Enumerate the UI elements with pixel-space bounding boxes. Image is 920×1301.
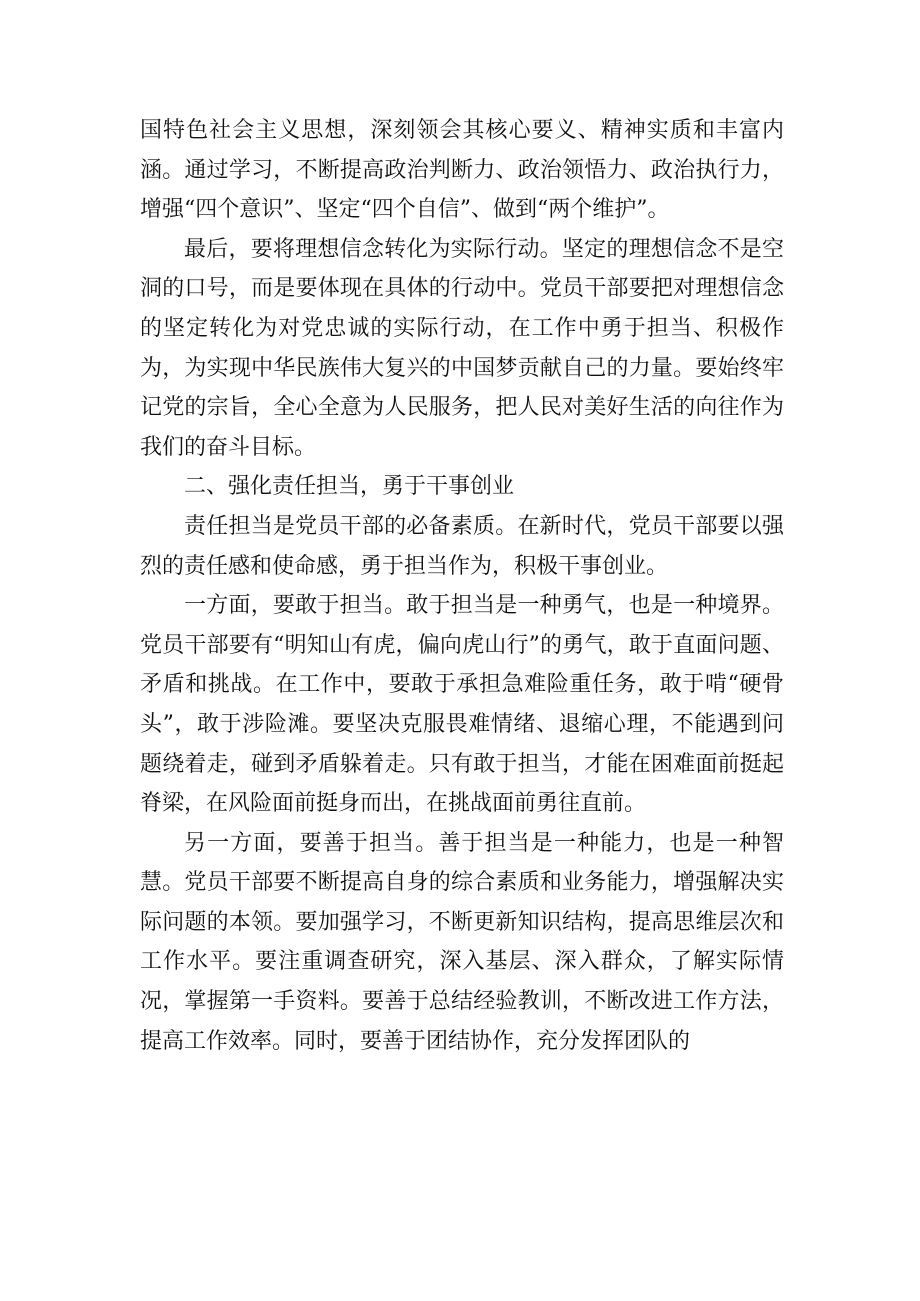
document-body <box>140 111 784 1061</box>
paragraph-dare-to-take-responsibility: 一方面，要敢于担当。敢于担当是一种勇气，也是一种境界。党员干部要有“明知山有虎，偏向虎山行”的勇气，敢于直面问题、矛盾和挑战。在工作中，要敢于承担急难险重任务，敢于啃“硬骨头”，敢于涉险滩。要坚决克服畏难情绪、退缩心理，不能遇到问题绕着走，碰到矛盾躲着走。只有敢于担当，才能在困难面前挺起脊梁，在风险面前挺身而出，在挑战面前勇往直前。 <box>140 593 784 817</box>
section-heading: 二、强化责任担当，勇于干事创业 <box>184 474 515 500</box>
paragraph-responsibility-intro: 责任担当是党员干部的必备素质。在新时代，党员干部要以强烈的责任感和使命感，勇于担当作为，积极干事创业。 <box>140 513 784 579</box>
paragraph-continuation: 国特色社会主义思想，深刻领会其核心要义、精神实质和丰富内涵。通过学习，不断提高政治判断力、政治领悟力、政治执行力，增强“四个意识”、坚定“四个自信”、做到“两个维护”。 <box>140 118 784 223</box>
paragraph-ideals-into-action: 最后，要将理想信念转化为实际行动。坚定的理想信念不是空洞的口号，而是要体现在具体的行动中。党员干部要把对理想信念的坚定转化为对党忠诚的实际行动，在工作中勇于担当、积极作为，为实现中华民族伟大复兴的中国梦贡献自己的力量。要始终牢记党的宗旨，全心全意为人民服务，把人民对美好生活的向往作为我们的奋斗目标。 <box>140 236 784 460</box>
paragraph-good-at-taking-responsibility: 另一方面，要善于担当。善于担当是一种能力，也是一种智慧。党员干部要不断提高自身的综合素质和业务能力，增强解决实际问题的本领。要加强学习，不断更新知识结构，提高思维层次和工作水平。要注重调查研究，深入基层、深入群众，了解实际情况，掌握第一手资料。要善于总结经验教训，不断改进工作方法，提高工作效率。同时，要善于团结协作，充分发挥团队的 <box>140 830 784 1054</box>
